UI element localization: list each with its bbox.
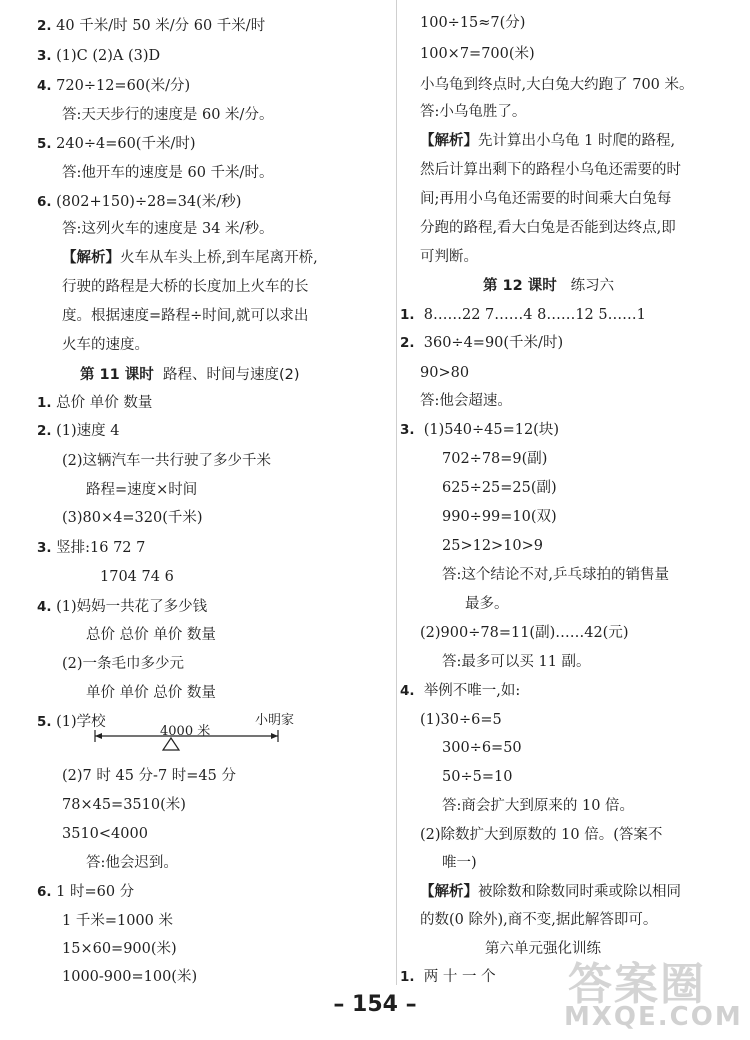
lesson11-answer-4: 4. (1)妈妈一共花了多少钱 [37,599,208,615]
lesson11-answer-5-reply: 答:他会迟到。 [86,855,178,871]
answer-5: 5. 240÷4=60(千米/时) [37,136,196,152]
page-number: – 154 – [333,992,417,1017]
lesson12-answer-4c: 300÷6=50 [442,740,522,756]
right-analysis-line-5: 可判断。 [420,249,478,265]
answer-4: 4. 720÷12=60(米/分) [37,78,191,94]
lesson12-answer-3b: 702÷78=9(副) [442,451,548,467]
lesson11-answer-4b: 总价 总价 单价 数量 [86,627,216,643]
right-analysis-line-4: 分跑的路程,看大白兔是否能到达终点,即 [420,220,676,236]
lesson12-answer-3i: 答:最多可以买 11 副。 [442,654,591,670]
answer-5-reply: 答:他开车的速度是 60 千米/时。 [62,165,274,181]
lesson12-answer-4g: 唯一) [442,855,477,871]
analysis-line-3: 度。根据速度=路程÷时间,就可以求出 [62,308,309,324]
answer-2: 2. 40 千米/时 50 米/分 60 千米/时 [37,18,266,34]
right-analysis-line-2: 然后计算出剩下的路程小乌龟还需要的时 [420,162,681,178]
lesson11-answer-3b: 1704 74 6 [100,569,174,585]
lesson11-answer-2: 2. (1)速度 4 [37,423,120,439]
lesson12-answer-4d: 50÷5=10 [442,769,513,785]
right-line-2: 100×7=700(米) [420,46,535,62]
lesson11-answer-3: 3. 竖排:16 72 7 [37,540,146,556]
analysis-line-4: 火车的速度。 [62,337,149,353]
watermark-logo [528,948,743,1038]
watermark-url: MXQE.COM [564,1002,743,1032]
right-analysis-line-1: 【解析】先计算出小乌龟 1 时爬的路程, [420,132,676,149]
lesson11-answer-6b: 1 千米=1000 米 [62,913,173,929]
lesson12-answer-2-reply: 答:他会超速。 [420,393,512,409]
right-line-1: 100÷15≈7(分) [420,15,526,31]
unit6-answer-1: 1. 两 十 一 个 [400,969,496,985]
analysis-line-2: 行驶的路程是大桥的长度加上火车的长 [62,279,309,295]
watermark-text: 答案圈 [568,959,706,1010]
position-marker-icon [163,738,179,750]
lesson11-answer-1: 1. 总价 单价 数量 [37,395,153,411]
answer-3: 3. (1)C (2)A (3)D [37,48,161,64]
route-arrow-left [95,733,102,739]
lesson11-answer-5b: (2)7 时 45 分-7 时=45 分 [62,768,236,784]
lesson12-answer-3: 3. (1)540÷45=12(块) [400,422,559,438]
lesson-11-heading: 第 11 课时 路程、时间与速度(2) [80,367,300,383]
lesson11-answer-4c: (2)一条毛巾多少元 [62,656,185,672]
lesson11-answer-6: 6. 1 时=60 分 [37,884,135,900]
diagram-end-label: 小明家 [255,713,295,728]
right-analysis-line-3: 间;再用小乌龟还需要的时间乘大白兔每 [420,191,672,207]
right-analysis2-line-1: 【解析】被除数和除数同时乘或除以相同 [420,883,681,900]
lesson12-answer-4e: 答:商会扩大到原来的 10 倍。 [442,798,635,814]
answer-6: 6. (802+150)÷28=34(米/秒) [37,194,242,210]
lesson11-answer-4d: 单价 单价 总价 数量 [86,685,216,701]
lesson12-answer-2b: 90>80 [420,365,470,381]
lesson12-answer-3h: (2)900÷78=11(副)……42(元) [420,625,629,641]
lesson12-answer-4f: (2)除数扩大到原数的 10 倍。(答案不 [420,827,663,843]
lesson11-answer-2b: (2)这辆汽车一共行驶了多少千米 [62,453,272,469]
lesson12-answer-3c: 625÷25=25(副) [442,480,557,496]
lesson11-answer-6d: 1000-900=100(米) [62,969,198,985]
lesson11-answer-6c: 15×60=900(米) [62,941,177,957]
unit-6-heading: 第六单元强化训练 [485,941,601,957]
lesson12-answer-3-reply-cont: 最多。 [465,596,509,612]
diagram-distance-label: 4000 米 [160,724,211,739]
lesson11-answer-2c: 路程=速度×时间 [86,482,198,498]
lesson12-answer-2: 2. 360÷4=90(千米/时) [400,335,564,351]
lesson-12-heading: 第 12 课时 练习六 [483,278,615,294]
lesson12-answer-1: 1. 8……22 7……4 8……12 5……1 [400,307,646,323]
lesson11-answer-5d: 3510<4000 [62,826,148,842]
answer-4-reply: 答:天天步行的速度是 60 米/分。 [62,107,274,123]
lesson12-answer-4b: (1)30÷6=5 [420,712,502,728]
lesson11-answer-5: 5. (1)学校 [37,714,106,730]
lesson12-answer-3-reply: 答:这个结论不对,乒乓球拍的销售量 [442,567,669,583]
lesson11-answer-5c: 78×45=3510(米) [62,797,186,813]
lesson12-answer-3e: 25>12>10>9 [442,538,544,554]
column-divider [396,0,397,985]
answer-6-reply: 答:这列火车的速度是 34 米/秒。 [62,221,274,237]
right-line-4: 答:小乌龟胜了。 [420,104,527,120]
lesson12-answer-3d: 990÷99=10(双) [442,509,557,525]
right-analysis2-line-2: 的数(0 除外),商不变,据此解答即可。 [420,912,658,928]
route-diagram [90,726,290,756]
lesson12-answer-4: 4. 举例不唯一,如: [400,683,521,699]
route-arrow-right [271,733,278,739]
lesson11-answer-2d: (3)80×4=320(千米) [62,510,203,526]
right-line-3: 小乌龟到终点时,大白兔大约跑了 700 米。 [420,77,694,93]
analysis-line-1: 【解析】火车从车头上桥,到车尾离开桥, [62,249,318,266]
